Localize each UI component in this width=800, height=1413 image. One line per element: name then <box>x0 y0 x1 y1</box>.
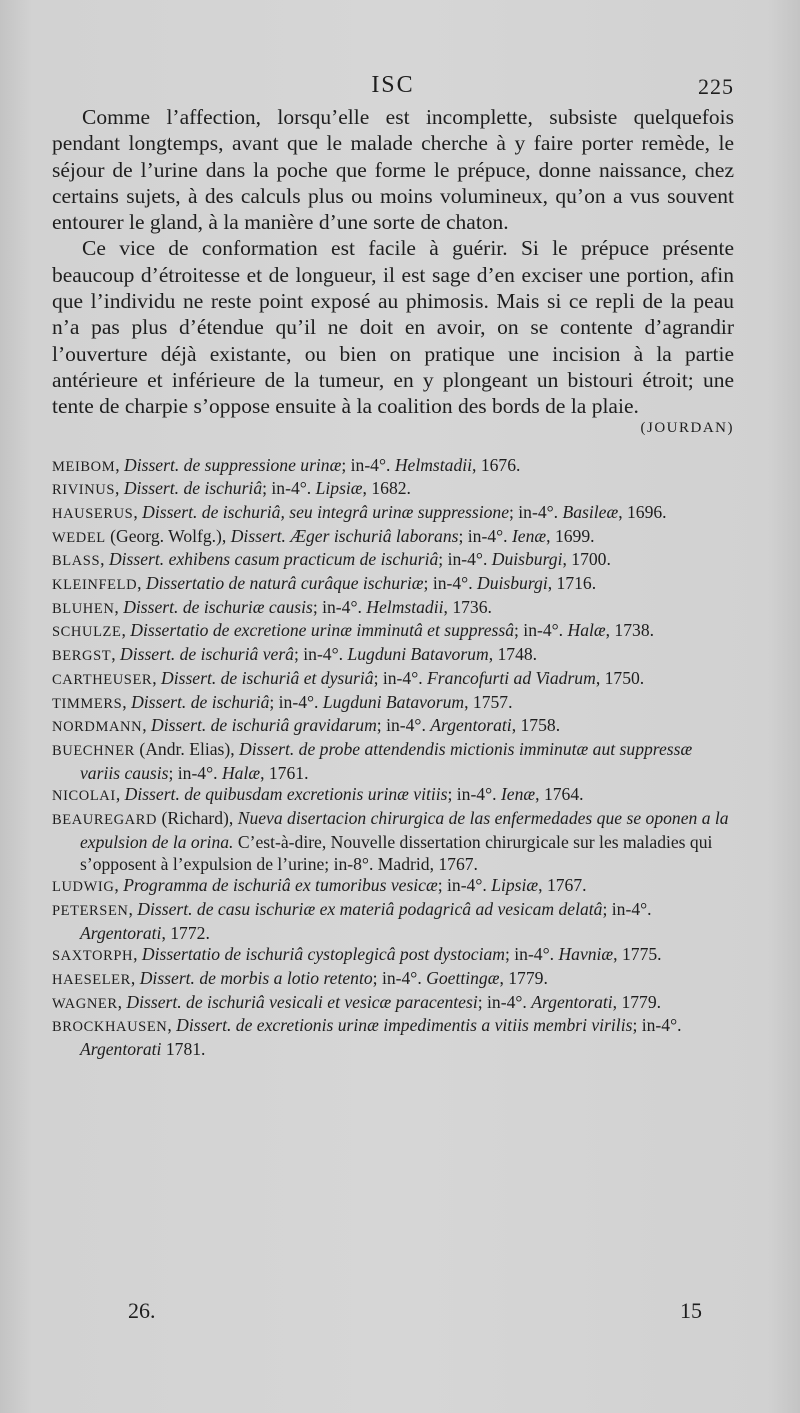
page-footer <box>128 1298 702 1328</box>
entry-separator: , <box>121 620 131 641</box>
entry-title: Dissert. de excretionis urinæ impedimentis a vitiis membri virilis <box>176 1015 633 1036</box>
bibliography-entry <box>52 478 734 502</box>
entry-format: ; in-4°. <box>373 667 428 688</box>
entry-format: ; in-4°. <box>514 620 568 641</box>
entry-year: , 1761. <box>260 762 309 783</box>
entry-author: LUDWIG <box>52 879 115 896</box>
entry-place: Ienæ <box>500 784 536 805</box>
entry-separator: , <box>152 667 161 688</box>
quire-mark: 15 <box>680 1298 702 1323</box>
entry-year: , 1779. <box>612 991 662 1012</box>
entry-format: ; in-4°. <box>458 525 512 546</box>
entry-author: HAESELER <box>52 972 131 989</box>
entry-author: WEDEL <box>52 529 106 546</box>
bibliography-entry <box>52 573 734 597</box>
entry-year: , 1779. <box>499 968 548 989</box>
entry-year: , 1748. <box>488 644 538 665</box>
entry-format: ; in-4°. <box>293 644 348 665</box>
entry-format: ; in-4°. <box>262 478 316 499</box>
bibliography-entry <box>52 644 734 668</box>
bibliography-entry <box>52 968 734 992</box>
entry-author: NORDMANN <box>52 719 143 736</box>
entry-place: Helmstadii <box>394 454 473 475</box>
entry-place: Argentorati <box>80 1039 162 1060</box>
entry-title: Dissert. de ischuriâ gravidarum <box>151 715 377 736</box>
entry-author: BROCKHAUSEN <box>52 1019 168 1036</box>
entry-year: , 1696. <box>618 501 667 522</box>
bibliography-entry <box>52 944 734 968</box>
signature-mark: 26. <box>128 1298 156 1323</box>
entry-author: BLUHEN <box>52 600 115 617</box>
entry-separator: , <box>111 644 120 665</box>
bibliography-list <box>52 455 734 1061</box>
paragraph: Ce vice de conformation est facile à guérir. Si le prépuce présente beaucoup d’étroitesse et de longueur, il est sage d’en exciser une portion, afin que l’individu ne reste point exposé au phimosis. Mais si ce repli de la peau n’a pas plus d’étendue qu’il ne doit en avoir, on se contente d’agrandir l’ouverture déjà existante, ou bien on pratique une incision à la partie antérieure et inférieure de la tumeur, en y plongeant un bistouri étroit; une tente de charpie s’oppose ensuite à la coalition des bords de la plaie. <box>52 236 734 419</box>
entry-format: ; in-4°. <box>341 454 395 475</box>
entry-place: Ienæ <box>511 525 547 546</box>
entry-separator: , <box>115 784 125 805</box>
entry-place: Halæ <box>567 620 606 641</box>
entry-place: Halæ <box>221 762 261 783</box>
entry-year: , 1736. <box>443 596 492 617</box>
author-signature: (JOURDAN) <box>640 419 734 436</box>
entry-year: , 1699. <box>546 525 595 546</box>
bibliography-entry <box>52 549 734 573</box>
entry-separator: , <box>117 991 127 1012</box>
entry-year: , 1775. <box>613 944 662 965</box>
entry-author: CARTHEUSER <box>52 671 153 688</box>
entry-format: ; in-4°. <box>509 501 563 522</box>
entry-separator: , <box>133 944 142 965</box>
entry-year: , 1700. <box>562 549 611 570</box>
entry-format: ; in-4°. <box>168 762 222 783</box>
entry-separator: , <box>122 691 132 712</box>
entry-author: BERGST <box>52 648 112 665</box>
entry-place: Basileæ <box>562 501 619 522</box>
entry-place: Duisburgi <box>477 573 548 594</box>
entry-year: , 1767. <box>538 875 587 896</box>
bibliography-entry <box>52 526 734 550</box>
entry-format: ; in-4°. <box>477 991 532 1012</box>
entry-separator: (Andr. Elias), <box>134 739 240 759</box>
entry-separator: , <box>130 968 140 989</box>
entry-place: Argentorati <box>531 991 613 1012</box>
entry-year: , 1764. <box>535 784 584 805</box>
entry-year: , 1738. <box>605 620 655 641</box>
entry-title: Nueva disertacion chirurgica de las enfermedades que se oponen a la expulsion de la orina. <box>80 808 729 852</box>
entry-author: BEAUREGARD <box>52 812 158 829</box>
entry-author: PETERSEN <box>52 902 129 919</box>
entry-format: ; in-4°. <box>269 691 323 712</box>
bibliography-entry <box>52 668 734 692</box>
entry-format: ; in-4°. <box>447 784 501 805</box>
article-body <box>52 104 734 437</box>
entry-author: KLEINFELD <box>52 577 138 594</box>
entry-title: Dissert. exhibens casum practicum de ischuriâ <box>108 549 439 570</box>
entry-format: C’est-à-dire, Nouvelle dissertation chirurgicale sur les maladies qui s’opposent à l’expulsion de l’urine; in-8°. Madrid <box>80 831 713 874</box>
entry-format: ; in-4°. <box>312 596 367 617</box>
running-head <box>52 72 734 104</box>
entry-format: ; in-4°. <box>423 573 477 594</box>
entry-title: Dissert. de casu ischuriæ ex materiâ podagricâ ad vesicam delatâ <box>137 898 603 919</box>
entry-format: ; in-4°. <box>632 1015 682 1036</box>
entry-separator: (Richard), <box>157 808 238 829</box>
entry-separator: , <box>167 1015 177 1036</box>
entry-year: , 1758. <box>511 715 561 736</box>
bibliography-entry <box>52 739 734 784</box>
bibliography-entry <box>52 620 734 644</box>
entry-title: Dissert. de suppressione urinæ <box>124 454 342 475</box>
entry-format: ; in-4°. <box>437 875 492 896</box>
entry-author: SCHULZE <box>52 624 122 641</box>
entry-format: ; in-4°. <box>372 968 427 989</box>
entry-place: Francofurti ad Viadrum <box>427 667 596 688</box>
entry-title: Dissert. de ischuriâ vesicali et vesicæ paracentesi <box>126 991 478 1012</box>
entry-title: Dissert. de quibusdam excretionis urinæ vitiis <box>124 784 448 805</box>
entry-title: Dissert. de ischuriâ et dysuriâ <box>161 667 374 688</box>
bibliography-entry <box>52 784 734 808</box>
entry-author: HAUSERUS <box>52 505 134 522</box>
entry-place: Duisburgi <box>491 549 563 570</box>
entry-author: MEIBOM <box>52 458 116 475</box>
entry-author: SAXTORPH <box>52 948 134 965</box>
entry-separator: , <box>114 875 124 896</box>
entry-author: RIVINUS <box>52 482 116 499</box>
entry-separator: , <box>100 549 109 570</box>
entry-place: Goettingæ <box>426 968 500 989</box>
entry-place: Lipsiæ <box>491 875 539 896</box>
running-head-title: ISC <box>371 72 415 98</box>
entry-year: 1781. <box>161 1039 206 1060</box>
entry-place: Lipsiæ <box>315 478 363 499</box>
entry-separator: (Georg. Wolfg.), <box>105 525 231 546</box>
bibliography-entry <box>52 455 734 479</box>
bibliography-entry <box>52 692 734 716</box>
entry-year: , 1757. <box>464 691 513 712</box>
entry-separator: , <box>137 573 146 594</box>
entry-author: BUECHNER <box>52 743 135 759</box>
entry-separator: , <box>115 478 124 499</box>
entry-title: Dissert. de ischuriâ verâ <box>120 644 294 665</box>
bibliography-entry <box>52 899 734 944</box>
entry-title: Dissert. de ischuriæ causis <box>123 596 313 617</box>
entry-place: Lugduni Batavorum <box>347 644 489 665</box>
bibliography-entry <box>52 875 734 899</box>
entry-title: Dissertatio de naturâ curâque ischuriæ <box>145 573 424 594</box>
entry-place: Argentorati <box>430 715 512 736</box>
page-number: 225 <box>698 74 734 99</box>
entry-place: Helmstadii <box>366 596 444 617</box>
entry-format: ; in-4°. <box>602 898 652 919</box>
entry-author: BLASS <box>52 553 101 570</box>
bibliography-entry <box>52 1015 734 1060</box>
entry-title: Programma de ischuriâ ex tumoribus vesicæ <box>123 875 438 896</box>
entry-title: Dissert. de ischuriâ <box>123 478 263 499</box>
bibliography-entry <box>52 715 734 739</box>
paragraph: Comme l’affection, lorsqu’elle est incomplette, subsiste quelquefois pendant longtemps, avant que le malade cherche à y faire porter remède, le séjour de l’urine dans la poche que forme le prépuce, donne naissance, chez certains sujets, à des calculs plus ou moins volumineux, qu’on a vus souvent entourer le gland, à la manière d’une sorte de chaton. <box>52 105 734 235</box>
entry-place: Havniæ <box>558 944 614 965</box>
entry-year: , 1750. <box>595 667 645 688</box>
entry-separator: , <box>114 596 124 617</box>
bibliography-entry <box>52 502 734 526</box>
entry-separator: , <box>133 501 143 522</box>
entry-title: Dissert. de probe attendendis mictionis imminutæ aut suppressæ variis causis <box>80 739 693 783</box>
entry-separator: , <box>115 454 125 475</box>
entry-place: Argentorati <box>80 922 162 943</box>
entry-separator: , <box>128 898 138 919</box>
entry-place: Lugduni Batavorum <box>322 691 465 712</box>
entry-separator: , <box>142 715 151 736</box>
entry-year: , 1682. <box>362 478 411 499</box>
entry-year: , 1767. <box>429 853 478 874</box>
bibliography-entry <box>52 992 734 1016</box>
entry-format: ; in-4°. <box>504 944 559 965</box>
entry-year: , 1716. <box>547 573 597 594</box>
entry-year: , 1676. <box>472 454 521 475</box>
entry-author: TIMMERS <box>52 695 123 712</box>
entry-format: ; in-4°. <box>376 715 431 736</box>
bibliography-entry <box>52 597 734 621</box>
entry-title: Dissert. de ischuriâ <box>131 691 270 712</box>
entry-title: Dissert. de ischuriâ, seu integrâ urinæ suppressione <box>142 501 509 522</box>
entry-title: Dissertatio de excretione urinæ imminutâ et suppressâ <box>130 620 515 641</box>
entry-year: , 1772. <box>161 922 210 943</box>
entry-title: Dissert. de morbis a lotio retento <box>139 968 373 989</box>
bibliography-entry <box>52 808 734 875</box>
entry-title: Dissertatio de ischuriâ cystoplegicâ post dystociam <box>141 944 505 965</box>
entry-format: ; in-4°. <box>438 549 492 570</box>
entry-author: WAGNER <box>52 995 118 1012</box>
entry-title: Dissert. Æger ischuriâ laborans <box>230 525 459 546</box>
entry-author: NICOLAI <box>52 788 116 805</box>
